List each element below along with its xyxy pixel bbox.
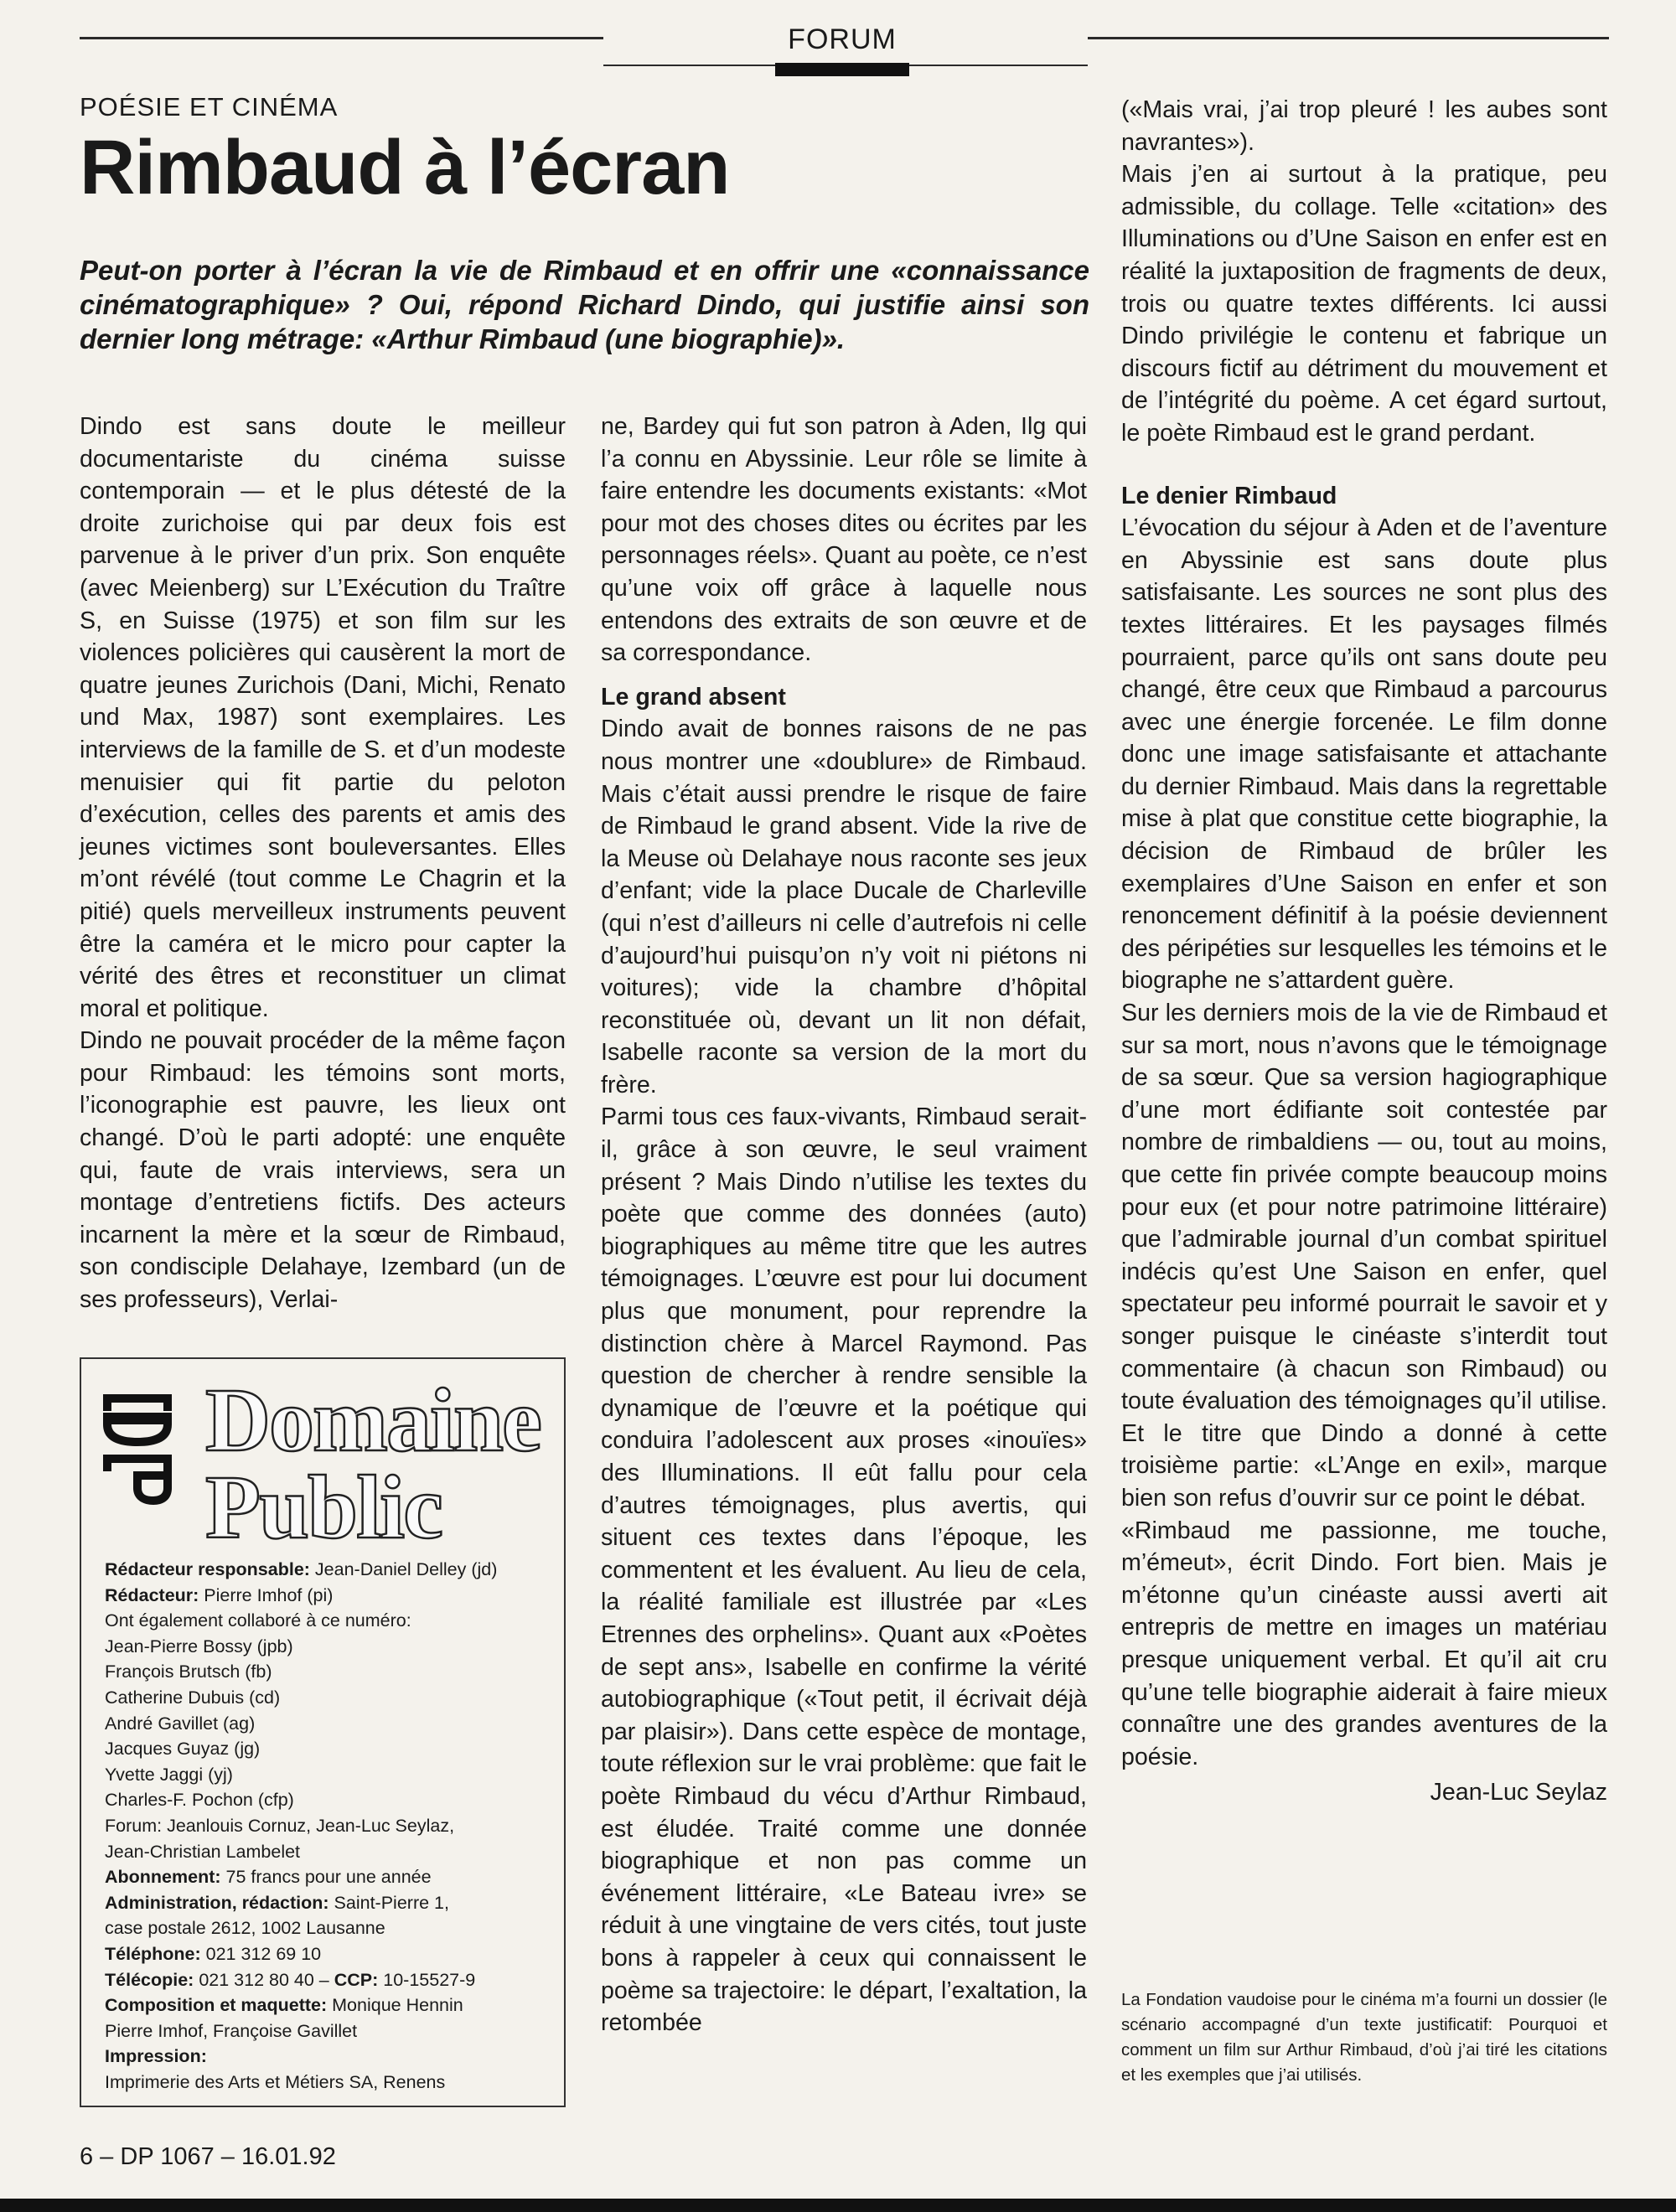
staff-list — [105, 1557, 557, 2095]
staff-row — [105, 2070, 557, 2096]
staff-row — [105, 1787, 557, 1813]
header-rule-left — [80, 37, 603, 39]
staff-label: Télécopie: — [105, 1969, 194, 1990]
staff-row — [105, 1915, 557, 1941]
dp-logo-icon — [100, 1391, 175, 1508]
staff-value: Jacques Guyaz (jg) — [105, 1739, 261, 1760]
article-kicker: POÉSIE ET CINÉMA — [80, 92, 339, 121]
staff-label: Administration, rédaction: — [105, 1892, 329, 1913]
staff-row — [105, 1557, 557, 1583]
page-footer: 6 – DP 1067 – 16.01.92 — [80, 2143, 336, 2170]
article-title: Rimbaud à l’écran — [80, 125, 730, 210]
staff-value: Pierre Imhof (pi) — [199, 1584, 334, 1605]
masthead-box — [80, 1357, 566, 2107]
paragraph: Sur les derniers mois de la vie de Rimbaud et sur sa mort, nous n’avons que le témoignage de sa sœur. Que sa version hagiographique d’une mort édifiante soit contestée par nombre de rimbaldiens — ou, tout au moins, que cette fin privée compte beaucoup moins pour eux (et pour notre patrimoine littéraire) que l’admirable journal d’un combat spirituel indécis qu’est Une Saison en enfer, quel spectateur peu informé pourrait le savoir et y songer puisque le cinéaste s’interdit tout commentaire (à chacun son Rimbaud) ou toute évaluation des témoignages qu’il utilise. Et le titre que Dindo a donné à cette troisième partie: «L’Ange en exil», marque bien son refus d’ouvrir sur ce point le débat. — [1121, 1000, 1607, 1512]
staff-value: Saint-Pierre 1, — [328, 1892, 449, 1913]
article-lede: Peut-on porter à l’écran la vie de Rimbaud et en offrir une «connaissance cinématographique» ? Oui, répond Richard Dindo, qui justifie ainsi son dernier long métrage: «Arthur Rimbaud (une biographie)». — [80, 255, 1089, 354]
section-tab-marker — [775, 63, 909, 76]
staff-label: Rédacteur responsable: — [105, 1559, 310, 1579]
article-column-1 — [80, 411, 566, 1316]
staff-value: André Gavillet (ag) — [105, 1713, 256, 1734]
paragraph: Dindo ne pouvait procéder de la même façon pour Rimbaud: les témoins sont morts, l’iconographie est pauvre, les lieux ont changé. D’où le parti adopté: une enquête qui, faute de vrais interviews, sera un montage d’entretiens fictifs. Des acteurs incarnent la mère et la sœur de Rimbaud, son condisciple Delahaye, Izembard (un de ses professeurs), Verlai- — [80, 1027, 566, 1314]
staff-row — [105, 2044, 557, 2070]
staff-value: Jean-Christian Lambelet — [105, 1841, 301, 1862]
brand-line-domaine: Domaine — [205, 1371, 541, 1470]
brand-wordmark — [205, 1371, 541, 1558]
staff-value: François Brutsch (fb) — [105, 1662, 272, 1682]
paragraph: «Rimbaud me passionne, me touche, m’émeut», écrit Dindo. Fort bien. Mais je m’étonne qu’un cinéaste aussi averti ait entrepris de mettre en images un matériau presque uniquement verbal. Et qu’il ait cru qu’une telle biographie aiderait à faire mieux connaître une des grandes aventures de la poésie. — [1121, 1517, 1607, 1770]
staff-row — [105, 1762, 557, 1788]
staff-value: Yvette Jaggi (yj) — [105, 1764, 233, 1785]
staff-row — [105, 2018, 557, 2044]
staff-row — [105, 1685, 557, 1711]
paragraph: ne, Bardey qui fut son patron à Aden, Ilg qui l’a connu en Abyssinie. Leur rôle se limite à faire entendre les documents existants: «Mot pour mot des choses dites ou écrites par les personnages réels». Quant au poète, ce n’est qu’une voix off grâce à laquelle nous entendons des extraits de son œuvre et de sa correspondance. — [601, 413, 1087, 667]
staff-label: Abonnement: — [105, 1867, 221, 1888]
staff-row — [105, 1711, 557, 1737]
subheading-grand-absent: Le grand absent — [601, 683, 786, 711]
staff-label: Téléphone: — [105, 1943, 201, 1964]
paragraph: L’évocation du séjour à Aden et de l’aventure en Abyssinie est sans doute plus satisfaisante. Les sources ne sont plus des textes littéraires. Et les paysages filmés pourraient, parce qu’ils ont sans doute peu changé, être ceux que Rimbaud a parcourus avec une énergie forcenée. Le film donne donc une image satisfaisante et attachante du dernier Rimbaud. Mais dans la regrettable mise à plat que constitue cette biographie, la décision de Rimbaud de brûler les exemplaires d’Une Saison en enfer et son renoncement définitif à la poésie deviennent des péripéties sur lesquelles les témoins et le biographe ne s’attardent guère. — [1121, 514, 1607, 995]
article-column-3 — [1121, 94, 1607, 1809]
staff-value: Pierre Imhof, Françoise Gavillet — [105, 2020, 358, 2041]
section-label: FORUM — [788, 23, 897, 55]
bottom-bar — [0, 2199, 1676, 2212]
staff-row — [105, 1967, 557, 1993]
ccp-value: 10-15527-9 — [378, 1969, 476, 1990]
header-rule-right — [1088, 37, 1609, 39]
staff-value: Jean-Daniel Delley (jd) — [309, 1559, 498, 1579]
author-signature: Jean-Luc Seylaz — [1430, 1779, 1607, 1806]
staff-value: 021 312 80 40 – — [194, 1969, 334, 1990]
staff-row — [105, 1583, 557, 1609]
staff-value: Charles-F. Pochon (cfp) — [105, 1790, 294, 1811]
staff-value: Imprimerie des Arts et Métiers SA, Renens — [105, 2071, 446, 2092]
staff-label: Composition et maquette: — [105, 1995, 328, 2016]
staff-label: Impression: — [105, 2046, 207, 2067]
staff-row — [105, 1659, 557, 1685]
subheading-denier-rimbaud: Le denier Rimbaud — [1121, 482, 1337, 509]
staff-value: Monique Hennin — [327, 1995, 463, 2016]
staff-row — [105, 1736, 557, 1762]
staff-value: Ont également collaboré à ce numéro: — [105, 1610, 411, 1631]
paragraph: Dindo avait de bonnes raisons de ne pas nous montrer une «doublure» de Rimbaud. Mais c’était aussi prendre le risque de faire de Rimbaud le grand absent. Vide la rive de la Meuse où Delahaye nous raconte ses jeux d’enfant; vide la place Ducale de Charleville (qui n’est d’ailleurs ni celle d’autrefois ni celle d’aujourd’hui puisqu’on n’y voit ni piétons ni voitures); vide la chambre d’hôpital reconstituée où, devant un lit non défait, Isabelle raconte sa version de la mort du frère. — [601, 716, 1087, 1098]
paragraph: Mais j’en ai surtout à la pratique, peu admissible, du collage. Telle «citation» des Illuminations ou d’Une Saison en enfer est en réalité la juxtaposition de fragments de deux, trois ou quatre textes différents. Ici aussi Dindo privilégie le contenu et fabrique un discours fictif au détriment du mouvement et de l’intégrité du poème. A cet égard surtout, le poète Rimbaud est le grand perdant. — [1121, 161, 1607, 447]
staff-row — [105, 1839, 557, 1865]
staff-value: case postale 2612, 1002 Lausanne — [105, 1918, 385, 1939]
staff-row — [105, 1864, 557, 1890]
staff-row — [105, 1608, 557, 1634]
staff-row — [105, 1992, 557, 2018]
brand-line-public: Public — [205, 1458, 442, 1558]
staff-row — [105, 1813, 557, 1839]
staff-row — [105, 1941, 557, 1967]
staff-label: Rédacteur: — [105, 1584, 199, 1605]
staff-value: Forum: Jeanlouis Cornuz, Jean-Luc Seylaz, — [105, 1815, 455, 1836]
staff-value: 75 francs pour une année — [220, 1867, 432, 1888]
staff-value: Jean-Pierre Bossy (jpb) — [105, 1636, 293, 1656]
paragraph: Parmi tous ces faux-vivants, Rimbaud serait-il, grâce à son œuvre, le seul vraiment présent ? Mais Dindo n’utilise les textes du poète que comme des données (auto) biographiques au même titre que les autres témoignages. L’œuvre est pour lui document plus que monument, pour reprendre la distinction chère à Marcel Raymond. Pas question de chercher à rendre sensible la dynamique de l’œuvre et la poétique qui conduira l’adolescent aux proses «inouïes» des Illuminations. Il eût fallu pour cela d’autres témoignages, plus avertis, qui situent ces textes dans l’époque, les commentent et les évaluent. Au lieu de cela, la réalité familiale est illustrée par «Les Etrennes des orphelins». Quant aux «Poètes de sept ans», Isabelle en confirme la vérité autobiographique («Tout petit, il écrivait déjà par plaisir»). Dans cette espèce de montage, toute réflexion sur le vrai problème: que fait le poète Rimbaud du vécu d’Arthur Rimbaud, est éludée. Traité comme une donnée biographique et non pas comme un événement littéraire, «Le Bateau ivre» se réduit à une vingtaine de vers cités, tout juste bons à rappeler à ceux qui connaissent le poème sa trajectoire: le départ, l’exaltation, la retombée — [601, 1103, 1087, 2037]
ccp-label: CCP: — [334, 1969, 379, 1990]
staff-value: Catherine Dubuis (cd) — [105, 1687, 281, 1708]
paragraph: Dindo est sans doute le meilleur documentariste du cinéma suisse contemporain — et le plus détesté de la droite zurichoise qui par deux fois est parvenue à le priver d’un prix. Son enquête (avec Meienberg) sur L’Exécution du Traître S, en Suisse (1975) et son film sur les violences policières qui causèrent la mort de quatre jeunes Zurichois (Dani, Michi, Renato und Max, 1987) sont exemplaires. Les interviews de la famille de S. et d’un modeste menuisier qui fit partie du peloton d’exécution, celles des parents et amis des jeunes victimes sont bouleversantes. Elles m’ont révélé (tout comme Le Chagrin et la pitié) quels merveilleux instruments peuvent être la caméra et le micro pour capter la vérité des êtres et reconstituer un climat moral et politique. — [80, 413, 566, 1022]
staff-value: 021 312 69 10 — [200, 1943, 322, 1964]
staff-row — [105, 1890, 557, 1916]
staff-row — [105, 1634, 557, 1660]
paragraph: («Mais vrai, j’ai trop pleuré ! les aubes sont navrantes»). — [1121, 96, 1607, 156]
source-note: La Fondation vaudoise pour le cinéma m’a fourni un dossier (le scénario accompagné d’un texte justificatif: Pourquoi et comment un film sur Arthur Rimbaud, d’où j’ai tiré les citations et les exemples que j’ai utilisés. — [1121, 1990, 1607, 2085]
article-column-2 — [601, 411, 1087, 2039]
